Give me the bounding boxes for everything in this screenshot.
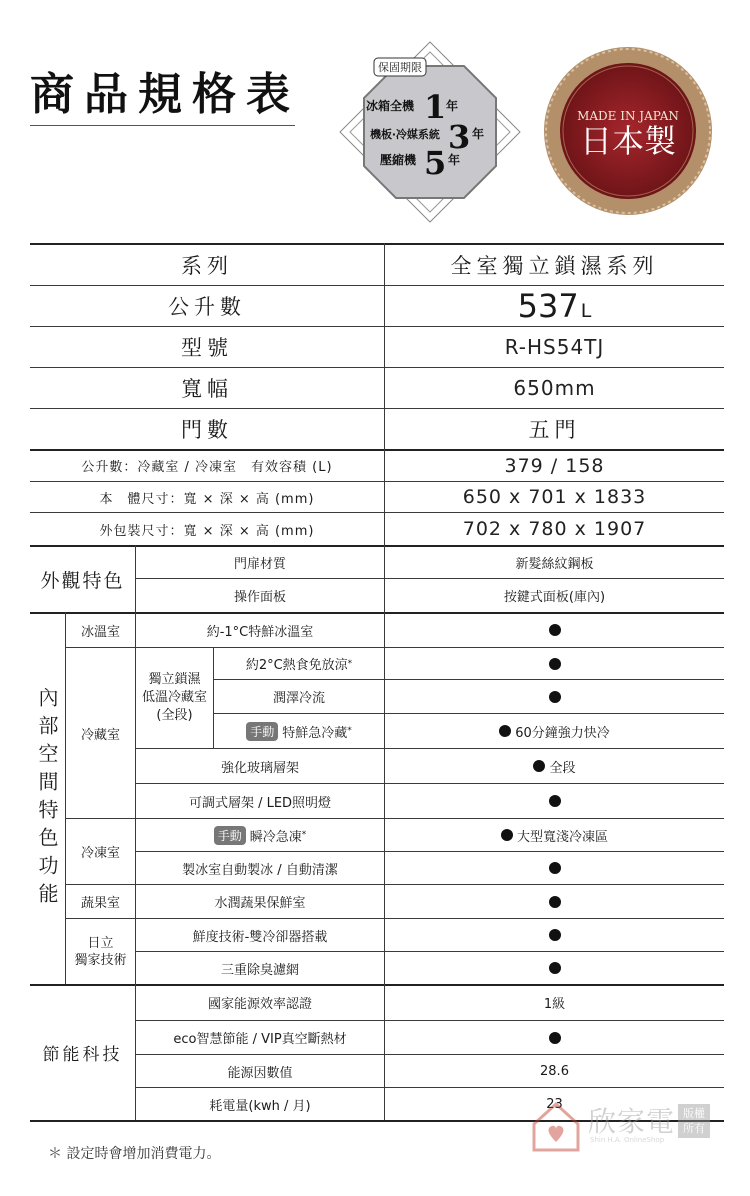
tech-row2-label: 三重除臭濾網 (220, 962, 299, 978)
energy-row4-value: 23 (546, 1096, 563, 1112)
energy-row3-value: 28.6 (540, 1063, 569, 1079)
fridge-row4-value: 全段 (385, 749, 724, 783)
energy-row3-label: 能源因數值 (227, 1065, 293, 1081)
freezer-row2-label: 製冰室自動製冰 / 自動清潔 (182, 862, 338, 878)
warranty-row2-unit: 年 (472, 127, 485, 141)
bullet-icon (549, 929, 561, 941)
cat-veg: 蔬果室 (80, 896, 120, 911)
bullet-icon (549, 896, 561, 908)
cat-tech: 日立 獨家技術 (74, 935, 127, 968)
energy-row2-label: eco智慧節能 / VIP真空斷熱材 (173, 1032, 347, 1047)
row-width-label: 寬幅 (181, 377, 233, 401)
fridge-row1-label: 約2°C熱食免放涼 * (245, 658, 353, 673)
veg-feature-check (385, 885, 724, 918)
bullet-icon (533, 760, 545, 772)
capacity-unit: L (580, 300, 592, 322)
warranty-badge (336, 38, 524, 226)
tech-row1-check (385, 919, 724, 951)
exterior-panel-label: 操作面板 (233, 590, 286, 605)
fridge-row2-label: 潤澤冷流 (272, 691, 325, 706)
cat-chill: 冰溫室 (80, 624, 120, 640)
row-model-value: R-HS54TJ (504, 335, 605, 359)
manual-badge: 手動 (246, 722, 278, 741)
freezer-row1-value: 大型寬淺冷凍區 (385, 819, 724, 851)
watermark-tag: 版權所有 (678, 1104, 710, 1138)
watermark (530, 1098, 720, 1158)
warranty-row1-unit: 年 (446, 99, 459, 113)
veg-feature-label: 水潤蔬果保鮮室 (214, 896, 306, 911)
fridge-row5-check (385, 784, 724, 818)
bullet-icon (549, 795, 561, 807)
bullet-icon (549, 862, 561, 874)
row-series-label: 系列 (181, 253, 233, 278)
tech-row2-check (385, 952, 724, 984)
cat-freezer: 冷凍室 (80, 846, 120, 861)
footnote: ＊ 設定時會增加消費電力。 (48, 1146, 221, 1162)
energy-row1-label: 國家能源效率認證 (207, 997, 312, 1012)
group-energy: 節能科技 (42, 1045, 123, 1065)
warranty-row1-num: 1 (424, 88, 447, 126)
house-logo-icon (530, 1098, 582, 1154)
freezer-row1-label: 手動 瞬冷急凍 * (136, 819, 384, 851)
manual-badge: 手動 (214, 826, 246, 845)
warranty-row2-label: 機板‧冷媒系統 (370, 128, 440, 141)
warranty-row2-num: 3 (448, 118, 471, 156)
warranty-row3-unit: 年 (448, 153, 461, 167)
spec-package-size-label: 外包裝尺寸：寬 × 深 × 高 (mm) (99, 523, 315, 539)
fridge-sub-label: 獨立鎖濕 低溫冷藏室 (全段) (141, 672, 207, 723)
bullet-icon (499, 725, 511, 737)
capacity-number: 537 (517, 287, 579, 325)
watermark-name: 欣家電 (588, 1105, 676, 1138)
energy-row2-check (385, 1021, 724, 1054)
seal-line1: MADE IN JAPAN (577, 109, 679, 123)
row-width-value: 650mm (513, 376, 596, 400)
exterior-door-material-label: 門扉材質 (233, 556, 286, 572)
spec-volume-label: 公升數：冷藏室 / 冷凍室 有效容積 (L) (81, 460, 333, 475)
made-in-japan-seal (543, 46, 713, 216)
row-series-value: 全室獨立鎖濕系列 (450, 253, 659, 278)
energy-row4-label: 耗電量(kwh / 月) (209, 1098, 311, 1114)
bullet-icon (549, 658, 561, 670)
fridge-row3-value: 60分鐘強力快冷 (385, 714, 724, 748)
spec-volume-value: 379 / 158 (504, 454, 605, 477)
watermark-sub: Shin H.A. OnlineShop (590, 1136, 665, 1144)
group-exterior: 外觀特色 (40, 569, 125, 592)
bullet-icon (549, 691, 561, 703)
row-capacity-value (385, 286, 724, 326)
spec-body-size-value: 650 x 701 x 1833 (462, 486, 647, 508)
warranty-row3-num: 5 (424, 144, 447, 182)
seal-line2: 日本製 (579, 122, 677, 160)
title-underline (30, 125, 295, 126)
warranty-row3-label: 壓縮機 (380, 153, 417, 167)
fridge-row4-label: 強化玻璃層架 (220, 760, 299, 776)
bullet-icon (549, 962, 561, 974)
fridge-row5-label: 可調式層架 / LED照明燈 (188, 795, 332, 811)
fridge-row2-check (385, 680, 724, 713)
group-interior: 內部空間特色功能 (35, 686, 59, 911)
warranty-header: 保固期限 (378, 61, 422, 74)
spec-body-size-label: 本 體尺寸：寬 × 深 × 高 (mm) (99, 491, 315, 507)
fridge-row3-label: 手動 特鮮急冷藏 * (214, 714, 384, 748)
cat-fridge: 冷藏室 (80, 727, 120, 743)
energy-row1-value: 1級 (543, 997, 566, 1012)
spec-package-size-value: 702 x 780 x 1907 (462, 518, 647, 540)
row-doors-label: 門數 (181, 418, 233, 442)
tech-row1-label: 鮮度技術-雙冷卻器搭載 (192, 929, 328, 945)
row-capacity-label: 公升數 (168, 295, 246, 319)
exterior-door-material-value: 新髮絲紋鋼板 (515, 556, 594, 572)
bullet-icon (501, 829, 513, 841)
warranty-row1-label: 冰箱全機 (366, 99, 415, 113)
chill-feature-check (385, 613, 724, 647)
chill-feature-label: 約-1°C特鮮冰溫室 (206, 624, 314, 640)
bullet-icon (549, 1032, 561, 1044)
bullet-icon (549, 624, 561, 636)
freezer-row2-check (385, 852, 724, 884)
page-title: 商品規格表 (30, 69, 300, 120)
exterior-panel-value: 按鍵式面板(庫內) (503, 590, 606, 605)
row-doors-value: 五門 (528, 418, 581, 442)
row-model-label: 型號 (181, 336, 233, 360)
fridge-row1-check (385, 648, 724, 679)
